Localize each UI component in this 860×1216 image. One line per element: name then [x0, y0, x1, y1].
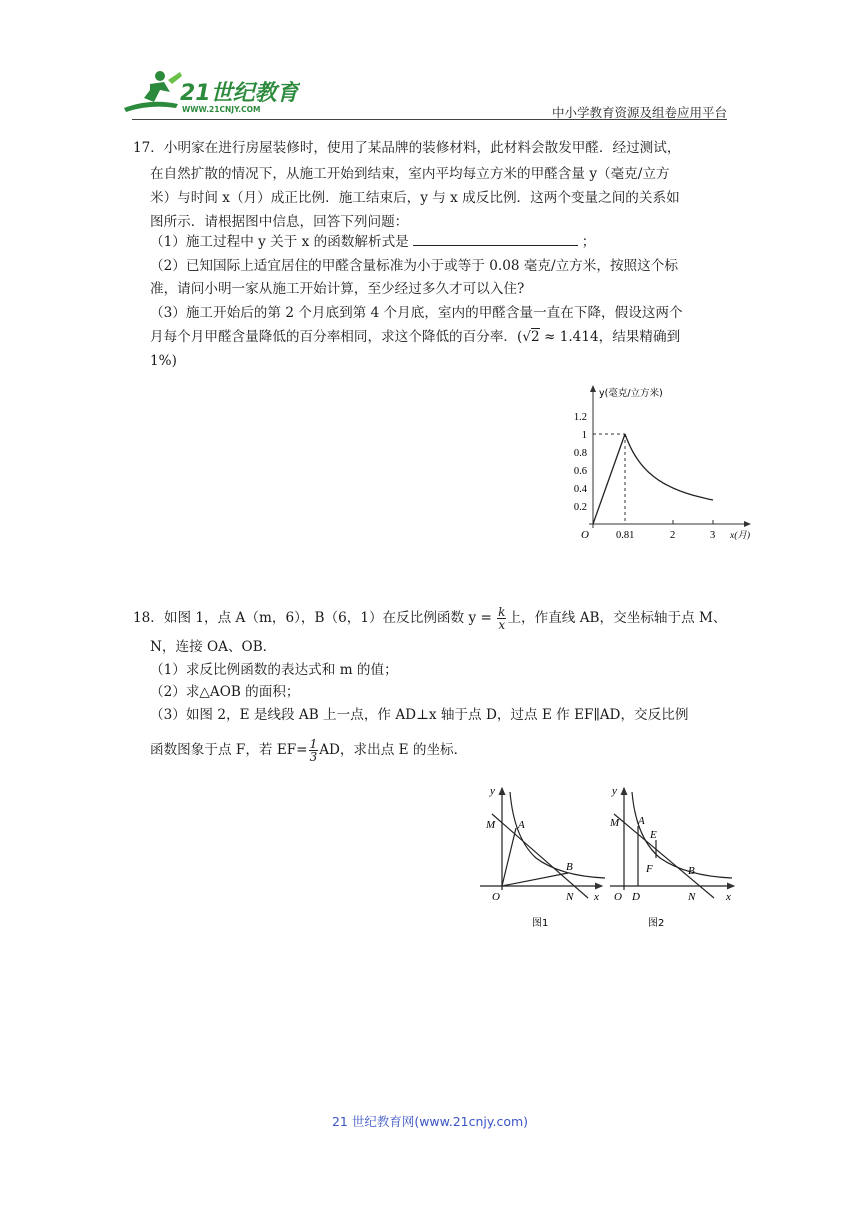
- x-tick-label-3: 3: [710, 530, 716, 541]
- label-x: x: [726, 891, 731, 903]
- y-tick-label: 1.2: [573, 412, 587, 423]
- header-divider: [132, 119, 727, 120]
- label-b: B: [566, 861, 573, 873]
- q17-line-1: 17．小明家在进行房屋装修时，使用了某品牌的装修材料，此材料会散发甲醛．经过测试，: [133, 140, 681, 156]
- x-tick-label-08-1: 0.81: [616, 530, 635, 541]
- segment-oa: [502, 828, 516, 886]
- formaldehyde-chart: [560, 380, 770, 550]
- fraction-k-over-x: [497, 606, 506, 631]
- q18-line-3: （1）求反比例函数的表达式和 m 的值；: [150, 662, 398, 678]
- y-axis-label: y(毫克/立方米): [599, 388, 663, 399]
- q17-line-3: 米）与时间 x（月）成正比例．施工结束后，y 与 x 成反比例．这两个变量之间的关系如: [150, 190, 680, 206]
- sqrt-value: 2: [531, 329, 540, 345]
- logo: [120, 68, 300, 116]
- fraction-denominator: x: [498, 618, 506, 632]
- q17-line-5: [150, 230, 595, 254]
- fraction-numerator: 1: [309, 737, 318, 751]
- figure-1: [470, 778, 610, 938]
- q17-line-4: 图所示．请根据图中信息，回答下列问题：: [150, 214, 409, 230]
- footer-link[interactable]: 21 世纪教育网(www.21cnjy.com): [331, 1114, 529, 1129]
- y-tick-label: 0.2: [573, 502, 587, 513]
- label-o: O: [492, 891, 500, 903]
- q17-line-9: [150, 325, 680, 349]
- q18-line6-rest: AD，求出点 E 的坐标．: [319, 742, 468, 758]
- fraction-denominator: 3: [309, 750, 318, 764]
- q18-line1-rest: 上，作直线 AB，交坐标轴于点 M、: [507, 610, 727, 626]
- segment-ob: [502, 873, 568, 886]
- label-a: A: [638, 815, 645, 827]
- label-b: B: [688, 865, 695, 877]
- q17-line-2: 在自然扩散的情况下，从施工开始到结束，室内平均每立方米的甲醛含量 y（毫克/立方: [150, 166, 670, 182]
- answer-blank[interactable]: [413, 231, 578, 246]
- runner-icon: [124, 71, 182, 112]
- label-d: D: [632, 891, 640, 903]
- label-o: O: [614, 891, 622, 903]
- figure-2: [602, 778, 742, 938]
- q17-part3-text: 月每个月甲醛含量降低的百分率相同，求这个降低的百分率．(: [150, 329, 523, 345]
- q18-line6-text: 函数图象于点 F，若 EF=: [150, 742, 308, 758]
- series-line-linear: [593, 434, 625, 524]
- label-m: M: [486, 819, 496, 831]
- q18-line-4: （2）求△AOB 的面积；: [150, 684, 300, 700]
- label-m: M: [610, 817, 620, 829]
- q18-line-5: （3）如图 2，E 是线段 AB 上一点，作 AD⊥x 轴于点 D，过点 E 作 EF∥AD，交反比例: [150, 707, 689, 723]
- label-f: F: [646, 863, 653, 875]
- q17-line-7: 准，请问小明一家从施工开始计算，至少经过多久才可以入住?: [150, 281, 525, 297]
- y-tick-label: 0.4: [573, 484, 587, 495]
- y-tick-label: 0.6: [573, 466, 587, 477]
- q18-line1-text: 18．如图 1，点 A（m，6），B（6，1）在反比例函数 y =: [133, 610, 497, 626]
- q17-line-8: （3）施工开始后的第 2 个月底到第 4 个月底，室内的甲醛含量一直在下降，假设这两个: [150, 305, 683, 321]
- x-tick-label-2: 2: [670, 530, 676, 541]
- label-n: N: [566, 891, 574, 903]
- label-a: A: [518, 819, 525, 831]
- fraction-numerator: k: [498, 605, 506, 619]
- label-n: N: [688, 891, 696, 903]
- q17-line-6: （2）已知国际上适宜居住的甲醛含量标准为小于或等于 0.08 毫克/立方米，按照这个标: [150, 258, 678, 274]
- q18-line-2: N，连接 OA、OB．: [150, 639, 277, 655]
- label-e: E: [650, 829, 657, 841]
- hyperbola-curve: [510, 792, 605, 878]
- fraction-one-third: [309, 738, 319, 763]
- y-tick-label: 1: [581, 430, 587, 441]
- q17-part1-text: （1）施工过程中 y 关于 x 的函数解析式是: [150, 234, 409, 250]
- origin-label: O: [581, 529, 589, 541]
- figure-1-caption: 图1: [532, 918, 549, 929]
- logo-url: WWW.21CNJY.COM: [182, 105, 261, 114]
- label-y: y: [612, 785, 617, 797]
- figure-2-caption: 图2: [648, 918, 665, 929]
- sqrt-expression: √2: [522, 329, 540, 345]
- y-tick-label: 0.8: [573, 448, 587, 459]
- q17-part1-end: ；: [581, 234, 596, 250]
- q17-line-10: 1%): [150, 353, 177, 369]
- q17-part3-approx: ≈ 1.414，结果精确到: [539, 329, 681, 345]
- label-x: x: [594, 891, 599, 903]
- q18-line-6: [150, 738, 467, 763]
- x-axis-label: x(月): [730, 531, 751, 541]
- label-y: y: [490, 785, 495, 797]
- logo-text: 21世纪教育: [180, 81, 299, 106]
- q18-line-1: [133, 606, 727, 631]
- series-line-inverse: [625, 434, 713, 500]
- platform-name: 中小学教育资源及组卷应用平台: [551, 105, 727, 120]
